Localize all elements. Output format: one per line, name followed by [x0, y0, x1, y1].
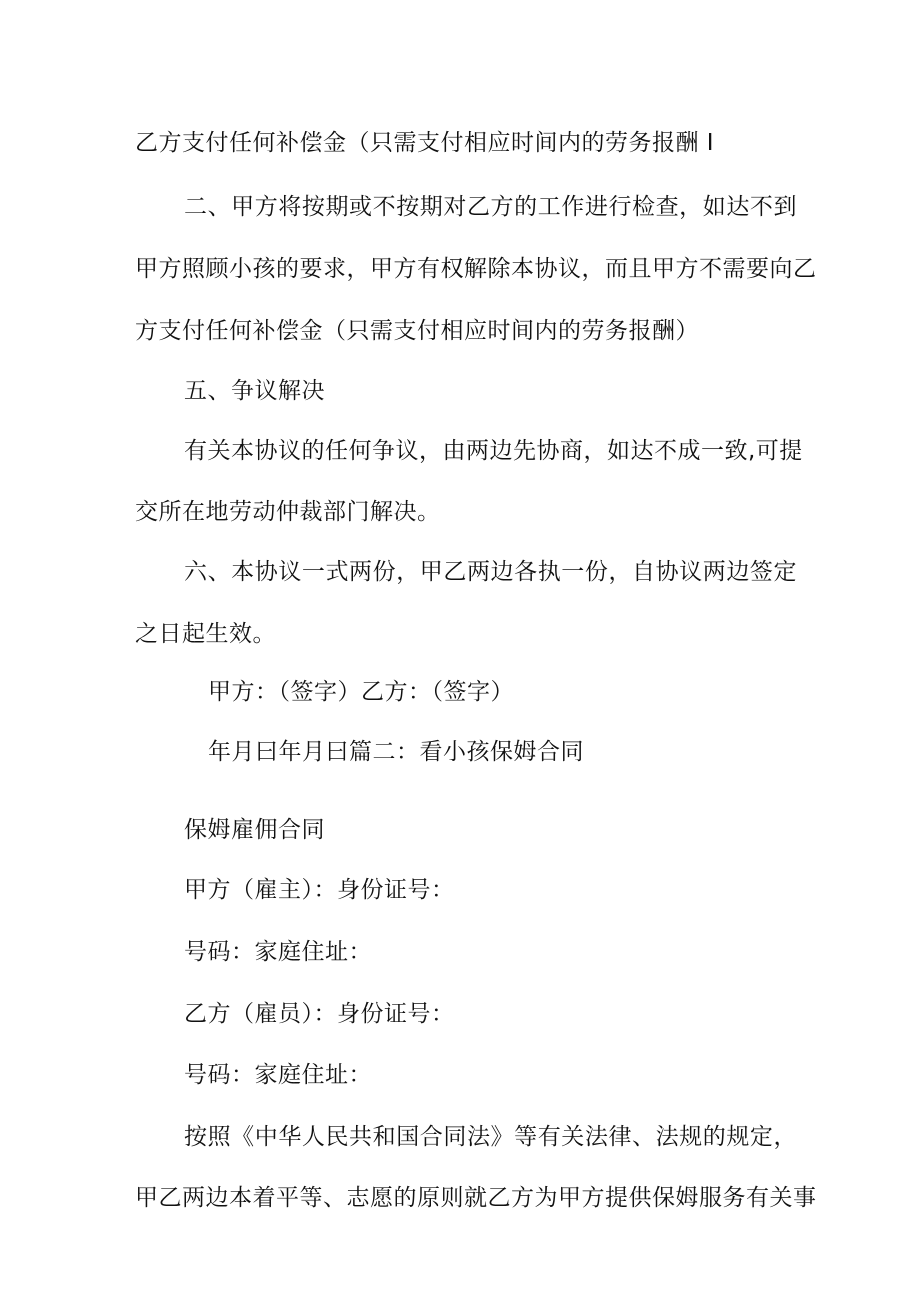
paragraph-line: 甲方照顾小孩的要求，甲方有权解除本协议，而且甲方不需要向乙: [135, 256, 817, 282]
date-and-section-title: 年月曰年月曰篇二：看小孩保姆合同: [208, 739, 584, 765]
paragraph-line: 甲乙两边本着平等、志愿的原则就乙方为甲方提供保姆服务有关事: [135, 1185, 817, 1211]
paragraph-line: 六、本协议一式两份，甲乙两边各执一份，自协议两边签定: [184, 559, 797, 585]
paragraph-line: 按照《中华人民共和国合同法》等有关法律、法规的规定，: [184, 1124, 797, 1150]
paragraph-line: 交所在地劳动仲裁部门解决。: [135, 499, 441, 525]
section-heading: 五、争议解决: [184, 378, 325, 404]
signature-line: 甲方：（签字）乙方：（签字）: [208, 679, 514, 705]
contract-title: 保姆雇佣合同: [184, 817, 325, 843]
party-b-line: 乙方（雇员）：身份证号：: [184, 1001, 455, 1027]
paragraph-line: 之日起生效。: [135, 621, 276, 647]
paragraph-line: 方支付任何补偿金（只需支付相应时间内的劳务报酬）: [135, 318, 699, 344]
party-a-line: 甲方（雇主）：身份证号：: [184, 877, 455, 903]
party-b-address-line: 号码：家庭住址：: [184, 1062, 372, 1088]
party-a-address-line: 号码：家庭住址：: [184, 939, 372, 965]
paragraph-line: 二、甲方将按期或不按期对乙方的工作进行检查，如达不到: [184, 194, 797, 220]
paragraph-line: 乙方支付任何补偿金（只需支付相应时间内的劳务报酬 I: [135, 130, 715, 156]
paragraph-line: 有关本协议的任何争议，由两边先协商，如达不成一致,可提: [184, 438, 803, 464]
